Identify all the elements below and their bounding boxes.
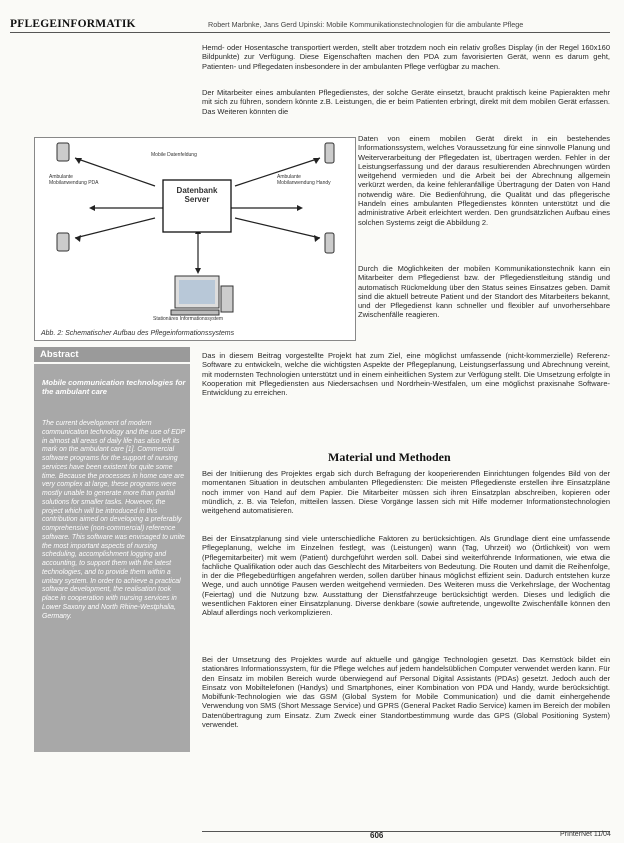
paragraph-7: Bei der Umsetzung des Projektes wurde auf aktuelle und gängige Technologien gesetzt. Das Kernstück bildet ein stationäres Informationssystem, für die Pflege welches auf jedem handelsüblichen Computer verwendet werden kann. Für den Einsatz im mobilen Bereich wurde überwiegend auf Personal Digital Assistants (PDAs) gesetzt. Jedoch auch der Einsatz von Mobiltelefonen (Handys) und Smartphones, einer Kombination von PDA und Handy, wurde berücksichtigt. Mobilfunk-Technologien wie das GSM (Global System for Mobile Communication) und die damit einhergehende Verwendung von SMS (Short Message Service) und GPRS (General Packet Radio Service) kamen im Bereich der mobilen Datenübertragung zum Einsatz. Zum Zweck einer Standortbestimmung wurde das GPS (Global Positioning System) verwendet. [202, 655, 610, 730]
page-number: 606 [370, 831, 384, 840]
label-server: Datenbank Server [176, 186, 218, 204]
label-mobile-datenfeldung: Mobile Datenfeldung [151, 152, 197, 158]
journal-issue: PrInterNet 11/04 [560, 831, 611, 838]
pda-icon [57, 143, 69, 251]
paragraph-3: Durch die Möglichkeiten der mobilen Kommunikationstechnik kann ein Mitarbeiter dem Pflegedienst bzw. der Pflegedienstleitung ständig und automatisch Rückmeldung über den Status seines Einsatzes geben. Damit sind die aktuell betreute Patient und der Standort des Mitarbeiters bekannt, und der Pflegedienst kann schneller und flexibler auf unvorhersehbare Zwischenfälle reagieren. [358, 264, 610, 320]
footer-divider [202, 831, 610, 832]
abstract-heading: Mobile communication technologies for the ambulant care [42, 378, 186, 396]
desktop-computer-icon [171, 276, 233, 315]
label-pda-app: Ambulante Mobilanwendung PDA [49, 174, 99, 186]
label-stationary-system: Stationäres Informationssystem [153, 316, 224, 322]
paragraph-5: Bei der Initiierung des Projektes ergab sich durch Befragung der kooperierenden Einrichtungen folgendes Bild von der momentanen Situation in deutschen ambulanten Pflegediensten: Die meisten Pflegedienste erstellen ihre Einsatzpläne noch immer von Hand auf dem Papier. Die Mitarbeiter müssen sich ihren Einsatzplan abschreiben, kopieren oder mündlich, z. B. via Telefon, mitteilen lassen. Diese Vorgänge lassen sich mit Hilfe moderner Informationstechnologien weitgehend automatisieren. [202, 469, 610, 516]
label-handy-app: Ambulante Mobilanwendung Handy [277, 174, 331, 186]
figure-caption: Abb. 2: Schematischer Aufbau des Pflegeinformationssystems [41, 330, 235, 337]
figure-system-architecture [34, 137, 356, 341]
abstract-body: The current development of modern communication technology and the use of EDP in almost all areas of daily life has also left its mark on the ambulant care [1]. Commercial software programs for the support of nursing services have been existent for quite some time. Because the processes in home care are very complex at large, these programs were mostly unable to generate more than partial solutions for smaller tasks. However, the project which will be introduced in this contribution aimed on developing a preferably comprehensive (non-commercial) reference software. This software was envisaged to unite the most important aspects of nursing scheduling, accomplishment logging and accounting, to support them with the latest technologies, and to provide them within a unitary system. In order to achieve a practical software development, the realisation took place in cooperation with nursing services in Lower Saxony and North Rhine-Westphalia, Germany. [42, 420, 186, 620]
architecture-diagram [35, 138, 355, 340]
section-title: Material und Methoden [328, 450, 451, 464]
paragraph-6: Bei der Einsatzplanung sind viele unterschiedliche Faktoren zu berücksichtigen. Als Grundlage dient eine umfassende Pflegeplanung, welche im Einzelnen festlegt, was (Leistungen) wann (Tag, Uhrzeit) wo (Örtlichkeit) von wem (Pflegemitarbeiter) mit wem (Patient) durchgeführt werden soll. Dabei sind weiterführende Informationen, wie etwa die fachliche Qualifikation oder auch das Geschlecht des Mitarbeiters von Bedeutung. Die Routen und damit die Reihenfolge, in der die Pflegebedürftigen angefahren werden, sollen darüber hinaus möglichst effizient sein. Dadurch entstehen kurze Wege, und auch unnötige Pausen werden weitgehend vermieden. Des Weiteren muss die Verkehrslage, der Wochentag (Feiertag) und die Nutzung bzw. Ausstattung der Dienstfahrzeuge berücksichtigt werden. Dieses und lediglich die wesentlichen Faktoren einer Einsatzplanung. Diverse denkbare (sowie auftretende, ungewollte Zwischenfälle können den Ablauf allerdings noch verkomplizieren. [202, 534, 610, 618]
header-divider [10, 32, 610, 33]
running-title: Robert Marbnke, Jans Gerd Upinski: Mobile Kommunikationstechnologien für die ambulante Pflege [208, 20, 524, 29]
abstract-title: Abstract [40, 349, 79, 360]
phone-icon [325, 143, 334, 253]
paragraph-2b: Daten von einem mobilen Gerät direkt in ein bestehendes Informationssystem, welches Voraussetzung für eine sinnvolle Planung und Weiterverarbeitung der Pflegedaten ist, übertragen werden. Fehler in der Leistungserfassung und der daraus resultierenden Abrechnungen würden weitgehend vermieden und die Arbeit bei der Abrechnung allgemein verkürzt werden, da keine fehleranfällige Übertragung der Daten von Hand notwendig wäre. Die Bedienführung, die Qualität und das pflegerische Handeln eines ambulanten Pflegedienstes könnten unterstützt und die administrative Arbeit erleichtert werden. Den grundsätzlichen Aufbau eines solchen Systems zeigt die Abbildung 2. [358, 134, 610, 227]
paragraph-4: Das in diesem Beitrag vorgestellte Projekt hat zum Ziel, eine möglichst umfassende (nicht-kommerzielle) Referenz-Software zu entwickeln, welche die wichtigsten Aspekte der Pflegeplanung, Leistungserfassung und Abrechnung vereint, mit modernsten Technologien unterstützt und in einem einheitlichen System zur Verfügung stellt. Die Umsetzung erfolgte in Kooperation mit Pflegediensten aus Niedersachsen und Nordrhein-Westfalen, um eine möglichst praxisnahe Software-Entwicklung zu erreichen. [202, 351, 610, 398]
paragraph-1: Hemd- oder Hosentasche transportiert werden, stellt aber trotzdem noch ein relativ großes Display (in der Regel 160x160 Bildpunkte) zur Verfügung. Diese Eigenschaften machen den PDA zum favorisierten Gerät, wenn es darum geht, Patienten- und Pflegedaten insbesondere in der ambulanten Pflege verfügbar zu machen. [202, 43, 610, 71]
journal-logo: PFLEGEINFORMATIK [10, 18, 136, 30]
paragraph-2a: Der Mitarbeiter eines ambulanten Pflegedienstes, der solche Geräte einsetzt, braucht praktisch keine Papierakten mehr mit sich zu führen, sondern könnte z.B. Leistungen, die er beim Patienten erbringt, direkt mit dem mobilen Gerät erfassen. Das Weiteren könnten die [202, 88, 610, 116]
